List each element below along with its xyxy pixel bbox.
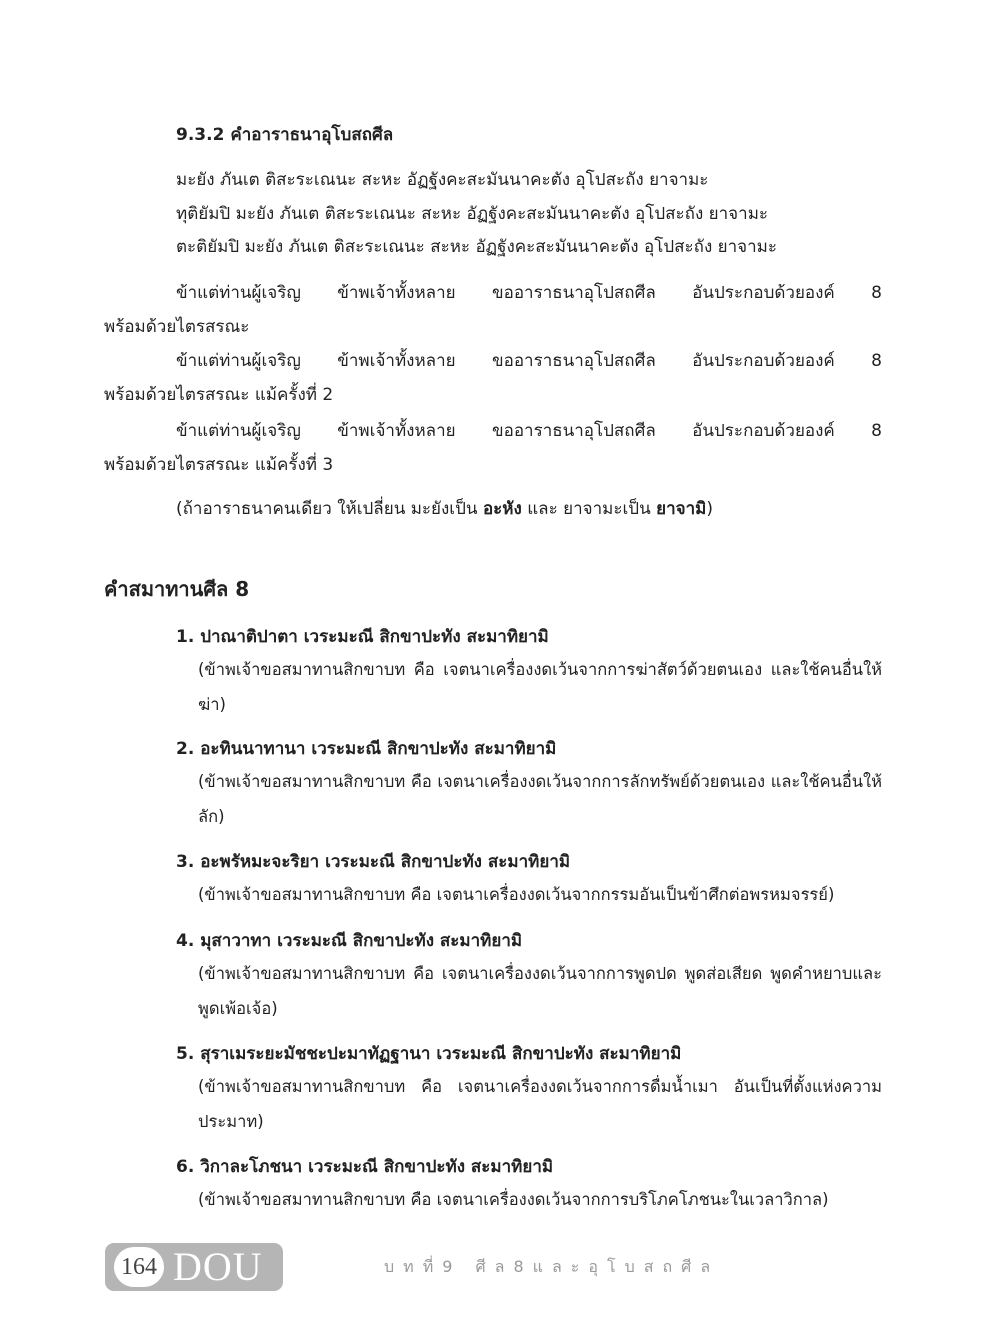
translation-first-line: ข้าแต่ท่านผู้เจริญ ข้าพเจ้าทั้งหลาย ขออาราธนาอุโปสถศีล อันประกอบด้วยองค์ 8	[176, 421, 882, 441]
chant-line: มะยัง ภันเต ติสะระเณนะ สะหะ อัฏฐังคะสะมันนาคะตัง อุโปสะถัง ยาจามะ	[176, 170, 709, 190]
precept-item	[176, 622, 882, 722]
footer-badge	[105, 1243, 283, 1291]
translation-second-line: พร้อมด้วยไตรสรณะ แม้ครั้งที่ 3	[104, 455, 334, 475]
chant-line: ตะติยัมปิ มะยัง ภันเต ติสะระเณนะ สะหะ อัฏฐังคะสะมันนาคะตัง อุโปสะถัง ยาจามะ	[176, 237, 777, 257]
precept-title: 6. วิกาละโภชนา เวระมะณี สิกขาปะทัง สะมาทิยามิ	[176, 1157, 554, 1177]
chant-line: ทุติยัมปิ มะยัง ภันเต ติสะระเณนะ สะหะ อัฏฐังคะสะมันนาคะตัง อุโปสะถัง ยาจามะ	[176, 203, 769, 224]
precept-description: (ข้าพเจ้าขอสมาทานสิกขาบท คือ เจตนาเครื่องงดเว้นจากการพูดปด พูดส่อเสียด พูดคำหยาบและพูดเพ้อเจ้อ)	[198, 964, 882, 1018]
precept-item	[176, 1152, 882, 1217]
translation-second-line: พร้อมด้วยไตรสรณะ แม้ครั้งที่ 2	[104, 385, 334, 405]
precept-description: (ข้าพเจ้าขอสมาทานสิกขาบท คือ เจตนาเครื่องงดเว้นจากการบริโภคโภชนะในเวลาวิกาล)	[198, 1190, 829, 1209]
precept-title: 5. สุราเมระยะมัชชะปะมาทัฏฐานา เวระมะณี สิกขาปะทัง สะมาทิยามิ	[176, 1044, 682, 1064]
precept-description: (ข้าพเจ้าขอสมาทานสิกขาบท คือ เจตนาเครื่องงดเว้นจากการดื่มน้ำเมา อันเป็นที่ตั้งแห่งความประมาท)	[198, 1077, 882, 1131]
precept-description: (ข้าพเจ้าขอสมาทานสิกขาบท คือ เจตนาเครื่องงดเว้นจากกรรมอันเป็นข้าศึกต่อพรหมจรรย์)	[198, 885, 835, 904]
section-heading: คำสมาทานศีล 8	[104, 577, 250, 601]
precept-title: 1. ปาณาติปาตา เวระมะณี สิกขาปะทัง สะมาทิยามิ	[176, 627, 549, 647]
translation-paragraph	[104, 276, 882, 344]
translation-second-line: พร้อมด้วยไตรสรณะ	[104, 317, 250, 337]
translation-paragraph	[104, 344, 882, 412]
precept-item	[176, 926, 882, 1026]
precept-item	[176, 1039, 882, 1139]
precept-item	[176, 847, 882, 912]
translation-first-line: ข้าแต่ท่านผู้เจริญ ข้าพเจ้าทั้งหลาย ขออาราธนาอุโปสถศีล อันประกอบด้วยองค์ 8	[176, 351, 882, 371]
note-text-before: (ถ้าอาราธนาคนเดียว ให้เปลี่ยน มะยังเป็น	[176, 499, 483, 519]
precept-description: (ข้าพเจ้าขอสมาทานสิกขาบท คือ เจตนาเครื่องงดเว้นจากการลักทรัพย์ด้วยตนเอง และใช้คนอื่นให้ลัก)	[198, 772, 882, 826]
publisher-logo: DOU	[173, 1244, 263, 1289]
note-text-middle: และ ยาจามะเป็น	[521, 499, 657, 519]
substitution-note	[176, 494, 713, 524]
note-text-after: )	[706, 499, 713, 519]
precept-title: 2. อะทินนาทานา เวระมะณี สิกขาปะทัง สะมาทิยามิ	[176, 739, 557, 759]
translation-first-line: ข้าแต่ท่านผู้เจริญ ข้าพเจ้าทั้งหลาย ขออาราธนาอุโปสถศีล อันประกอบด้วยองค์ 8	[176, 283, 882, 303]
running-footer: บทที่9 ศีล8และอุโบสถศีล	[384, 1257, 720, 1276]
precept-item	[176, 734, 882, 834]
precept-description: (ข้าพเจ้าขอสมาทานสิกขาบท คือ เจตนาเครื่องงดเว้นจากการฆ่าสัตว์ด้วยตนเอง และใช้คนอื่นให้ฆ่า)	[198, 660, 882, 714]
translation-paragraph	[104, 414, 882, 482]
precept-title: 3. อะพรัหมะจะริยา เวระมะณี สิกขาปะทัง สะมาทิยามิ	[176, 852, 571, 872]
note-bold-word: อะหัง	[482, 499, 522, 519]
page-number: 164	[114, 1247, 164, 1287]
precept-title: 4. มุสาวาทา เวระมะณี สิกขาปะทัง สะมาทิยามิ	[176, 931, 523, 951]
subsection-title: 9.3.2 คำอาราธนาอุโบสถศีล	[176, 125, 394, 145]
note-bold-word: ยาจามิ	[656, 499, 707, 519]
chant-block	[176, 164, 777, 265]
